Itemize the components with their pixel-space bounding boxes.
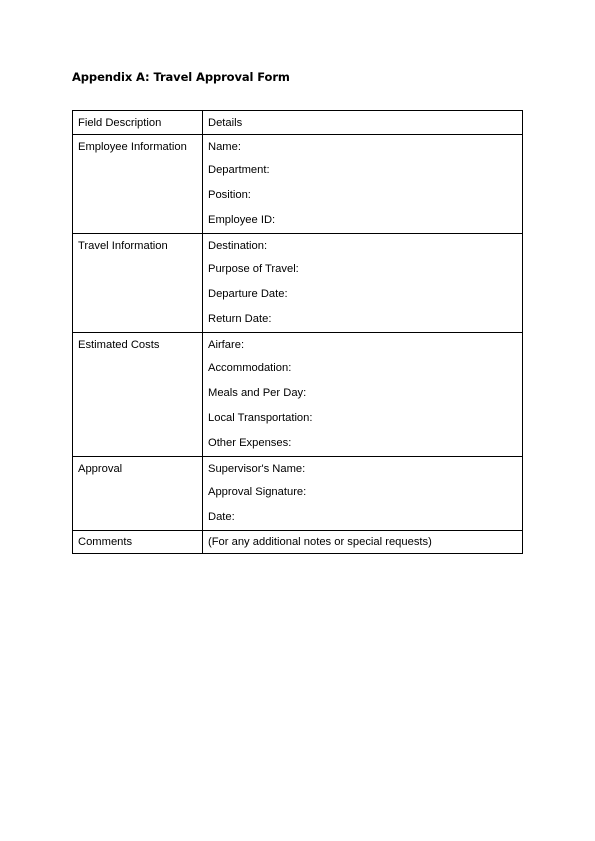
field-cell-approval: Approval [73, 457, 203, 531]
table-row [73, 135, 523, 234]
field-label-accommodation: Accommodation: [208, 362, 292, 374]
field-cell-comments: Comments [73, 531, 203, 554]
table-row [73, 333, 523, 457]
header-field-description: Field Description [73, 111, 203, 135]
header-details: Details [203, 111, 523, 135]
field-label-name: Name: [208, 141, 241, 153]
details-cell-approval [203, 457, 523, 531]
comments-note: (For any additional notes or special requests) [208, 536, 432, 548]
field-label-employee-id: Employee ID: [208, 214, 276, 226]
field-cell-estimated-costs: Estimated Costs [73, 333, 203, 457]
field-label-departure-date: Departure Date: [208, 288, 288, 300]
table-row [73, 531, 523, 554]
field-label-airfare: Airfare: [208, 339, 245, 351]
details-cell-estimated-costs [203, 333, 523, 457]
field-label-supervisor-name: Supervisor's Name: [208, 463, 306, 475]
field-label-destination: Destination: [208, 240, 268, 252]
field-cell-employee-information: Employee Information [73, 135, 203, 234]
table-row [73, 457, 523, 531]
page-title: Appendix A: Travel Approval Form [72, 70, 290, 84]
field-label-position: Position: [208, 189, 251, 201]
table-row [73, 234, 523, 333]
field-label-approval-signature: Approval Signature: [208, 486, 307, 498]
field-label-return-date: Return Date: [208, 313, 272, 325]
details-cell-employee-information [203, 135, 523, 234]
field-cell-travel-information: Travel Information [73, 234, 203, 333]
field-label-other-expenses: Other Expenses: [208, 437, 292, 449]
details-cell-comments [203, 531, 523, 554]
field-label-local-transportation: Local Transportation: [208, 412, 313, 424]
travel-approval-table [72, 110, 523, 554]
details-cell-travel-information [203, 234, 523, 333]
table-header-row [73, 111, 523, 135]
field-label-purpose-of-travel: Purpose of Travel: [208, 263, 299, 275]
field-label-date: Date: [208, 511, 235, 523]
field-label-meals-per-day: Meals and Per Day: [208, 387, 307, 399]
field-label-department: Department: [208, 164, 270, 176]
